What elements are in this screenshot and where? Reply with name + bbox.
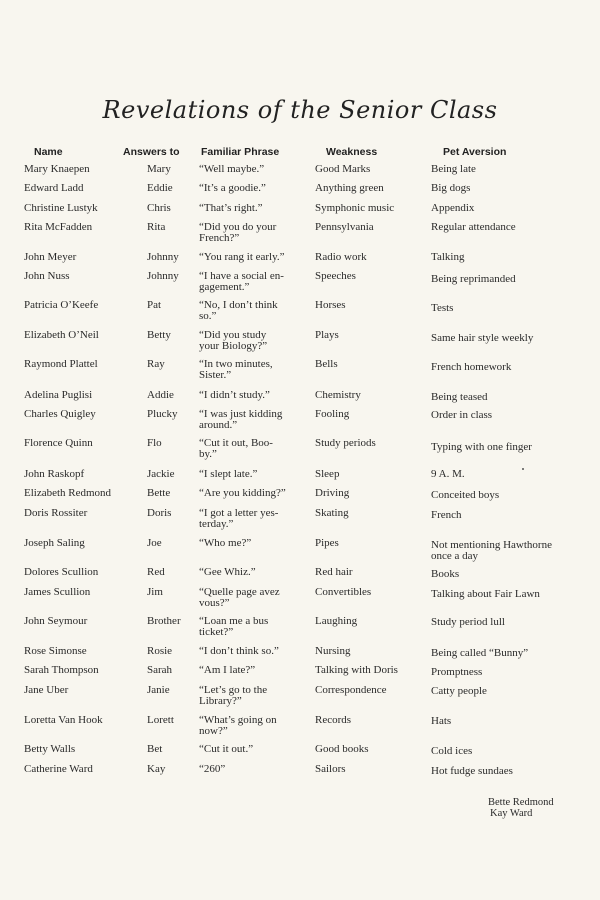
pet-aversion: Regular attendance [431, 221, 516, 233]
pet-aversion: Conceited boys [431, 489, 500, 501]
answers-to: Plucky [147, 408, 178, 420]
answers-to: Red [147, 566, 165, 578]
familiar-phrase: “Well maybe.” [199, 163, 265, 175]
header-familiar-phrase: Familiar Phrase [201, 146, 280, 158]
weakness: Nursing [315, 645, 351, 657]
header-answers-to: Answers to [123, 146, 180, 158]
familiar-phrase: “It’s a goodie.” [199, 182, 266, 194]
answers-to: Rita [147, 221, 166, 233]
familiar-phrase: “Quelle page avez vous?” [199, 586, 280, 609]
familiar-phrase: “260” [199, 763, 226, 775]
familiar-phrase: “Cut it out, Boo- by.” [199, 437, 273, 460]
familiar-phrase: “Are you kidding?” [199, 487, 286, 499]
answers-to: Jim [147, 586, 163, 598]
pet-aversion: Books [431, 568, 460, 580]
weakness: Plays [315, 329, 339, 341]
familiar-phrase: “I didn’t study.” [199, 389, 270, 401]
weakness: Talking with Doris [315, 664, 398, 676]
student-name: Charles Quigley [24, 408, 96, 420]
pet-aversion: French [431, 509, 462, 521]
pet-aversion: Order in class [431, 409, 493, 421]
pet-aversion: Big dogs [431, 182, 471, 194]
answers-to: Flo [147, 437, 162, 449]
answers-to: Bet [147, 743, 163, 755]
student-name: Jane Uber [24, 684, 69, 696]
familiar-phrase: “I have a social en- gagement.” [199, 270, 284, 293]
weakness: Bells [315, 358, 338, 370]
answers-to: Addie [147, 389, 174, 401]
answers-to: Kay [147, 763, 166, 775]
student-name: Elizabeth Redmond [24, 487, 112, 499]
weakness: Study periods [315, 437, 376, 449]
pet-aversion: Being teased [431, 391, 488, 403]
weakness: Skating [315, 507, 349, 519]
header-name: Name [34, 146, 63, 158]
answers-to: Lorett [147, 714, 174, 726]
familiar-phrase: “I was just kidding around.” [199, 408, 283, 431]
answers-to: Rosie [147, 645, 173, 657]
student-name: Rita McFadden [24, 221, 93, 233]
student-name: Loretta Van Hook [24, 714, 103, 726]
student-name: Betty Walls [24, 743, 76, 755]
familiar-phrase: “I don’t think so.” [199, 645, 279, 657]
answers-to: Brother [147, 615, 181, 627]
student-name: Adelina Puglisi [24, 389, 93, 401]
familiar-phrase: “You rang it early.” [199, 251, 285, 263]
familiar-phrase: “I slept late.” [199, 468, 258, 480]
answers-to: Sarah [147, 664, 173, 676]
answers-to: Betty [147, 329, 171, 341]
answers-to: Janie [147, 684, 170, 696]
familiar-phrase: “What’s going on now?” [199, 714, 277, 737]
weakness: Red hair [315, 566, 353, 578]
weakness: Speeches [315, 270, 356, 282]
student-name: Mary Knaepen [24, 163, 90, 175]
student-name: James Scullion [24, 586, 91, 598]
weakness: Chemistry [315, 389, 361, 401]
pet-aversion: Same hair style weekly [431, 332, 534, 344]
weakness: Symphonic music [315, 202, 395, 214]
author-line-1: Bette Redmond [488, 797, 554, 808]
weakness: Anything green [315, 182, 384, 194]
student-name: Doris Rossiter [24, 507, 88, 519]
pet-aversion: Being late [431, 163, 476, 175]
pet-aversion: Hot fudge sundaes [431, 765, 513, 777]
header-weakness: Weakness [326, 146, 378, 158]
answers-to: Jackie [147, 468, 175, 480]
answers-to: Mary [147, 163, 171, 175]
familiar-phrase: “In two minutes, Sister.” [199, 358, 273, 381]
student-name: Raymond Plattel [24, 358, 98, 370]
weakness: Pipes [315, 537, 339, 549]
pet-aversion: 9 A. M. [431, 468, 465, 480]
student-name: Catherine Ward [24, 763, 93, 775]
answers-to: Doris [147, 507, 172, 519]
pet-aversion: Being called “Bunny” [431, 647, 529, 659]
answers-to: Joe [147, 537, 162, 549]
student-name: Dolores Scullion [24, 566, 99, 578]
answers-to: Johnny [147, 270, 179, 282]
pet-aversion: Appendix [431, 202, 475, 214]
weakness: Fooling [315, 408, 350, 420]
student-name: Edward Ladd [24, 182, 84, 194]
answers-to: Ray [147, 358, 165, 370]
weakness: Records [315, 714, 352, 726]
familiar-phrase: “Did you study your Biology?” [199, 329, 268, 352]
student-name: John Nuss [24, 270, 70, 282]
familiar-phrase: “I got a letter yes- terday.” [199, 507, 279, 530]
familiar-phrase: “Am I late?” [199, 664, 256, 676]
weakness: Good Marks [315, 163, 371, 175]
weakness: Horses [315, 299, 346, 311]
pet-aversion: Not mentioning Hawthorne once a day [431, 539, 552, 562]
weakness: Driving [315, 487, 350, 499]
student-name: John Seymour [24, 615, 88, 627]
weakness: Radio work [315, 251, 367, 263]
answers-to: Chris [147, 202, 171, 214]
answers-to: Eddie [147, 182, 173, 194]
answers-to: Johnny [147, 251, 179, 263]
weakness: Sleep [315, 468, 340, 480]
student-name: Rose Simonse [24, 645, 87, 657]
weakness: Sailors [315, 763, 346, 775]
student-name: Sarah Thompson [24, 664, 99, 676]
weakness: Convertibles [315, 586, 372, 598]
pet-aversion: French homework [431, 361, 512, 373]
answers-to: Bette [147, 487, 171, 499]
familiar-phrase: “No, I don’t think so.” [199, 299, 278, 322]
pet-aversion: Typing with one finger [431, 441, 532, 453]
student-name: John Raskopf [24, 468, 85, 480]
student-name: John Meyer [24, 251, 77, 263]
pet-aversion: Talking about Fair Lawn [431, 588, 540, 600]
student-name: Joseph Saling [24, 537, 85, 549]
pet-aversion: Cold ices [431, 745, 473, 757]
familiar-phrase: “Loan me a bus ticket?” [199, 615, 269, 638]
pet-aversion: Talking [431, 251, 465, 263]
weakness: Pennsylvania [315, 221, 374, 233]
familiar-phrase: “Who me?” [199, 537, 252, 549]
student-name: Christine Lustyk [24, 202, 98, 214]
familiar-phrase: “Let’s go to the Library?” [199, 684, 268, 707]
weakness: Good books [315, 743, 369, 755]
pet-aversion: Hats [431, 715, 452, 727]
pet-aversion: Study period lull [431, 616, 505, 628]
student-name: Elizabeth O’Neil [24, 329, 99, 341]
pet-aversion: Being reprimanded [431, 273, 516, 285]
header-pet-aversion: Pet Aversion [443, 146, 507, 158]
familiar-phrase: “Did you do your French?” [199, 221, 277, 244]
weakness: Laughing [315, 615, 358, 627]
weakness: Correspondence [315, 684, 387, 696]
familiar-phrase: “That’s right.” [199, 202, 263, 214]
pet-aversion: Catty people [431, 685, 487, 697]
student-name: Florence Quinn [24, 437, 93, 449]
answers-to: Pat [147, 299, 162, 311]
familiar-phrase: “Gee Whiz.” [199, 566, 256, 578]
page-title: Revelations of the Senior Class [102, 96, 498, 124]
student-name: Patricia O’Keefe [24, 299, 99, 311]
author-line-2: Kay Ward [490, 808, 533, 819]
familiar-phrase: “Cut it out.” [199, 743, 254, 755]
pet-aversion: Promptness [431, 666, 483, 678]
ink-speck [522, 468, 524, 470]
pet-aversion: Tests [431, 302, 454, 314]
author-signature [488, 797, 554, 819]
